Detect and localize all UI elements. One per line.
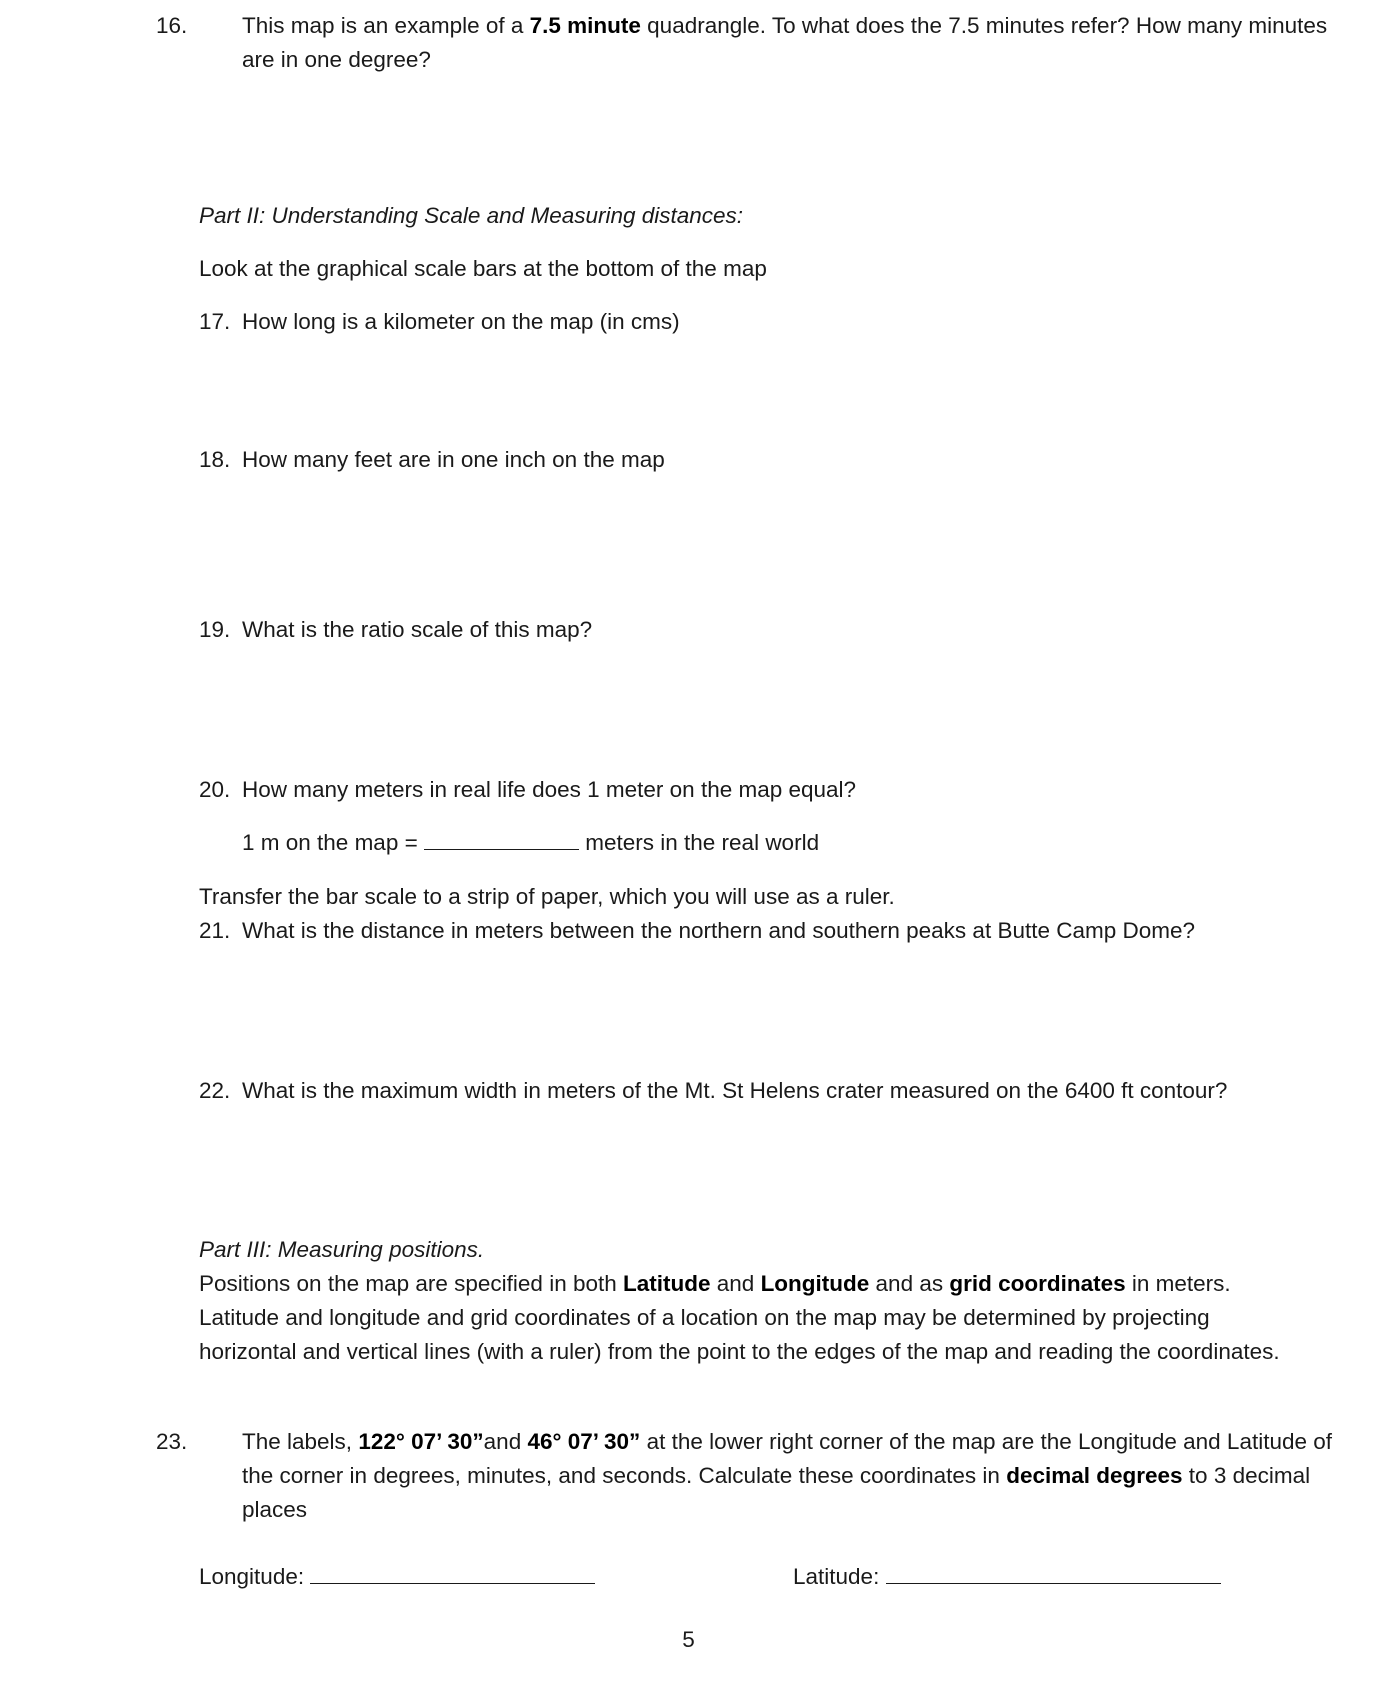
question-17: 17. How long is a kilometer on the map (in cms) [199,305,1309,339]
bold-term: 122° 07’ 30” [358,1429,484,1454]
question-number: 19. [199,617,231,642]
transfer-instruction: Transfer the bar scale to a strip of paper, which you will use as a ruler. [199,884,895,909]
bold-term: Longitude [760,1271,870,1296]
bold-term: grid coordinates [949,1271,1126,1296]
bold-term: Latitude [623,1271,711,1296]
question-number: 16. [156,13,188,38]
part-2-intro: Look at the graphical scale bars at the bottom of the map [199,256,767,281]
bold-term: 46° 07’ 30” [527,1429,641,1454]
bold-term: decimal degrees [1006,1463,1183,1488]
question-18: 18. How many feet are in one inch on the map [199,443,1309,477]
question-number: 20. [199,777,231,802]
question-number: 22. [199,1078,231,1103]
latitude-answer-blank[interactable] [886,1561,1221,1584]
part-2-heading: Part II: Understanding Scale and Measuring distances: [199,203,744,228]
part-3-heading: Part III: Measuring positions. [199,1237,485,1262]
bold-term: 7.5 minute [529,13,641,38]
question-number: 18. [199,447,231,472]
longitude-label: Longitude: [199,1564,305,1589]
latitude-answer-row [793,1560,1221,1594]
question-number: 21. [199,918,231,943]
question-number: 23. [156,1429,188,1454]
question-16: 16. This map is an example of a 7.5 minute quadrangle. To what does the 7.5 minutes refer? How many minutes are in one degree? [199,9,1352,77]
longitude-answer-row [199,1560,595,1594]
question-21: 21. What is the distance in meters between the northern and southern peaks at Butte Camp Dome? [199,914,1309,948]
question-19: 19. What is the ratio scale of this map? [199,613,1309,647]
question-22: 22. What is the maximum width in meters of the Mt. St Helens crater measured on the 6400 ft contour? [199,1074,1309,1108]
question-20: 20. How many meters in real life does 1 meter on the map equal? [199,773,1309,807]
page-number: 5 [682,1627,695,1652]
longitude-answer-blank[interactable] [310,1561,595,1584]
question-number: 17. [199,309,231,334]
question-20-fill-line: 1 m on the map = meters in the real world [242,826,819,860]
question-23: 23. The labels, 122° 07’ 30”and 46° 07’ 30” at the lower right corner of the map are the Longitude and Latitude of the corner in degrees, minutes, and seconds. Calculate these coordinates in decimal degrees to 3 decimal places [199,1425,1352,1527]
part-3-paragraph: Positions on the map are specified in both Latitude and Longitude and as grid coordinates in meters. Latitude and longitude and grid coordinates of a location on the map may be determined by projecting horizontal and vertical lines (with a ruler) from the point to the edges of the map and reading the coordinates. [199,1271,1280,1364]
answer-blank-meters[interactable] [424,827,579,850]
latitude-label: Latitude: [793,1564,880,1589]
